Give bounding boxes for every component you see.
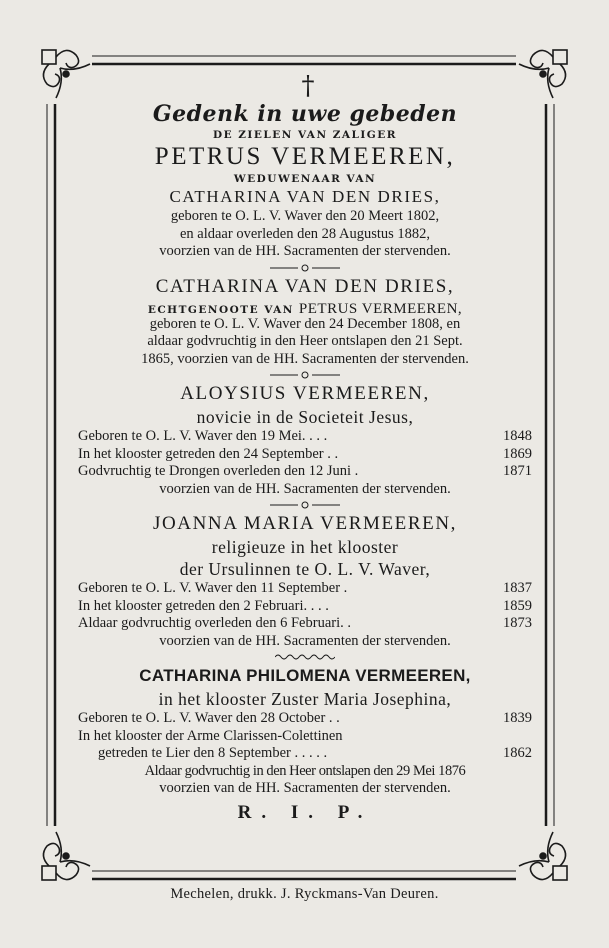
row-text: Aldaar godvruchtig overleden den 6 Februari. . [78, 615, 351, 631]
corner-ornament-bottom-right [519, 832, 567, 880]
person-2-relation-name: PETRUS VERMEEREN, [298, 300, 463, 317]
person-5-name: CATHARINA PHILOMENA VERMEEREN, [139, 666, 471, 685]
person-3-subtitle: novicie in de Societeit Jesus, [196, 407, 414, 427]
row-year: 1839 [503, 710, 532, 726]
person-2-line-2: aldaar godvruchtig in den Heer ontslapen den 21 Sept. [147, 333, 463, 349]
row-text: Geboren te O. L. V. Waver den 19 Mei. . . . [78, 428, 328, 444]
row-year: 1862 [503, 745, 532, 761]
person-1-spouse: CATHARINA VAN DEN DRIES, [169, 187, 441, 206]
row-text: In het klooster getreden den 24 September . . [78, 445, 339, 462]
person-1-line-3: voorzien van de HH. Sacramenten der stervenden. [159, 243, 451, 259]
row-year: 1873 [503, 615, 532, 631]
person-5-last-line: voorzien van de HH. Sacramenten der stervenden. [159, 780, 451, 796]
row-year: 1848 [503, 428, 532, 444]
intro-line: DE ZIELEN VAN ZALIGER [212, 129, 398, 141]
person-3-name: ALOYSIUS VERMEEREN, [180, 383, 430, 404]
person-2-line-3: 1865, voorzien van de HH. Sacramenten der stervenden. [141, 350, 469, 367]
person-5-row-3 [78, 745, 532, 763]
separator-4 [78, 650, 532, 664]
heading: Gedenk in uwe gebeden [152, 101, 458, 127]
person-1-relation: WEDUWENAAR VAN [233, 173, 377, 185]
person-2-relation [78, 299, 532, 316]
person-2-line-1: geboren te O. L. V. Waver den 24 December 1808, en [149, 315, 461, 332]
person-3-row-2 [78, 446, 532, 464]
rip-text: R. I. P. [237, 801, 373, 823]
row-text: Geboren te O. L. V. Waver den 11 September . [78, 580, 348, 596]
corner-ornament-bottom-left [42, 832, 90, 880]
separator-1 [78, 261, 532, 275]
row-year: 1871 [503, 463, 532, 479]
person-2-name: CATHARINA VAN DEN DRIES, [155, 275, 455, 297]
separator-3 [78, 498, 532, 512]
person-4-name: JOANNA MARIA VERMEEREN, [152, 513, 458, 534]
row-year: 1869 [503, 445, 532, 462]
person-4-row-3 [78, 615, 532, 633]
person-4-last-line: voorzien van de HH. Sacramenten der stervenden. [159, 632, 451, 649]
person-1-line-2: en aldaar overleden den 28 Augustus 1882, [179, 225, 431, 242]
person-3-row-1 [78, 428, 532, 446]
person-3-last-line: voorzien van de HH. Sacramenten der stervenden. [159, 480, 451, 497]
person-1-name: PETRUS VERMEEREN, [154, 143, 456, 170]
row-text: In het klooster getreden den 2 Februari. . . . [78, 597, 329, 614]
person-5-subtitle: in het klooster Zuster Maria Josephina, [158, 689, 452, 709]
person-1-line-1: geboren te O. L. V. Waver den 20 Meert 1802, [170, 208, 440, 224]
printer-imprint: Mechelen, drukk. J. Ryckmans-Van Deuren. [170, 886, 439, 902]
separator-2 [78, 368, 532, 382]
row-year: 1859 [503, 597, 532, 614]
person-5-line-4: Aldaar godvruchtig in den Heer ontslapen den 29 Mei 1876 [144, 762, 466, 779]
person-4-subtitle-2: der Ursulinnen te O. L. V. Waver, [179, 559, 431, 579]
person-4-subtitle-1: religieuze in het klooster [211, 537, 399, 557]
person-3-row-3 [78, 463, 532, 481]
row-text: Geboren te O. L. V. Waver den 28 October . . [78, 710, 340, 726]
person-5-row-1 [78, 710, 532, 728]
row-text: getreden te Lier den 8 September . . . . . [98, 745, 328, 761]
person-5-line-2: In het klooster der Arme Clarissen-Colettinen [78, 727, 343, 744]
cross-symbol: † [301, 71, 315, 101]
person-4-row-2 [78, 598, 532, 616]
row-text: Godvruchtig te Drongen overleden den 12 Juni . [78, 463, 359, 479]
person-4-row-1 [78, 580, 532, 598]
person-2-relation-prefix: ECHTGENOOTE VAN [147, 303, 294, 316]
card-text [78, 72, 532, 828]
row-year: 1837 [503, 580, 532, 596]
